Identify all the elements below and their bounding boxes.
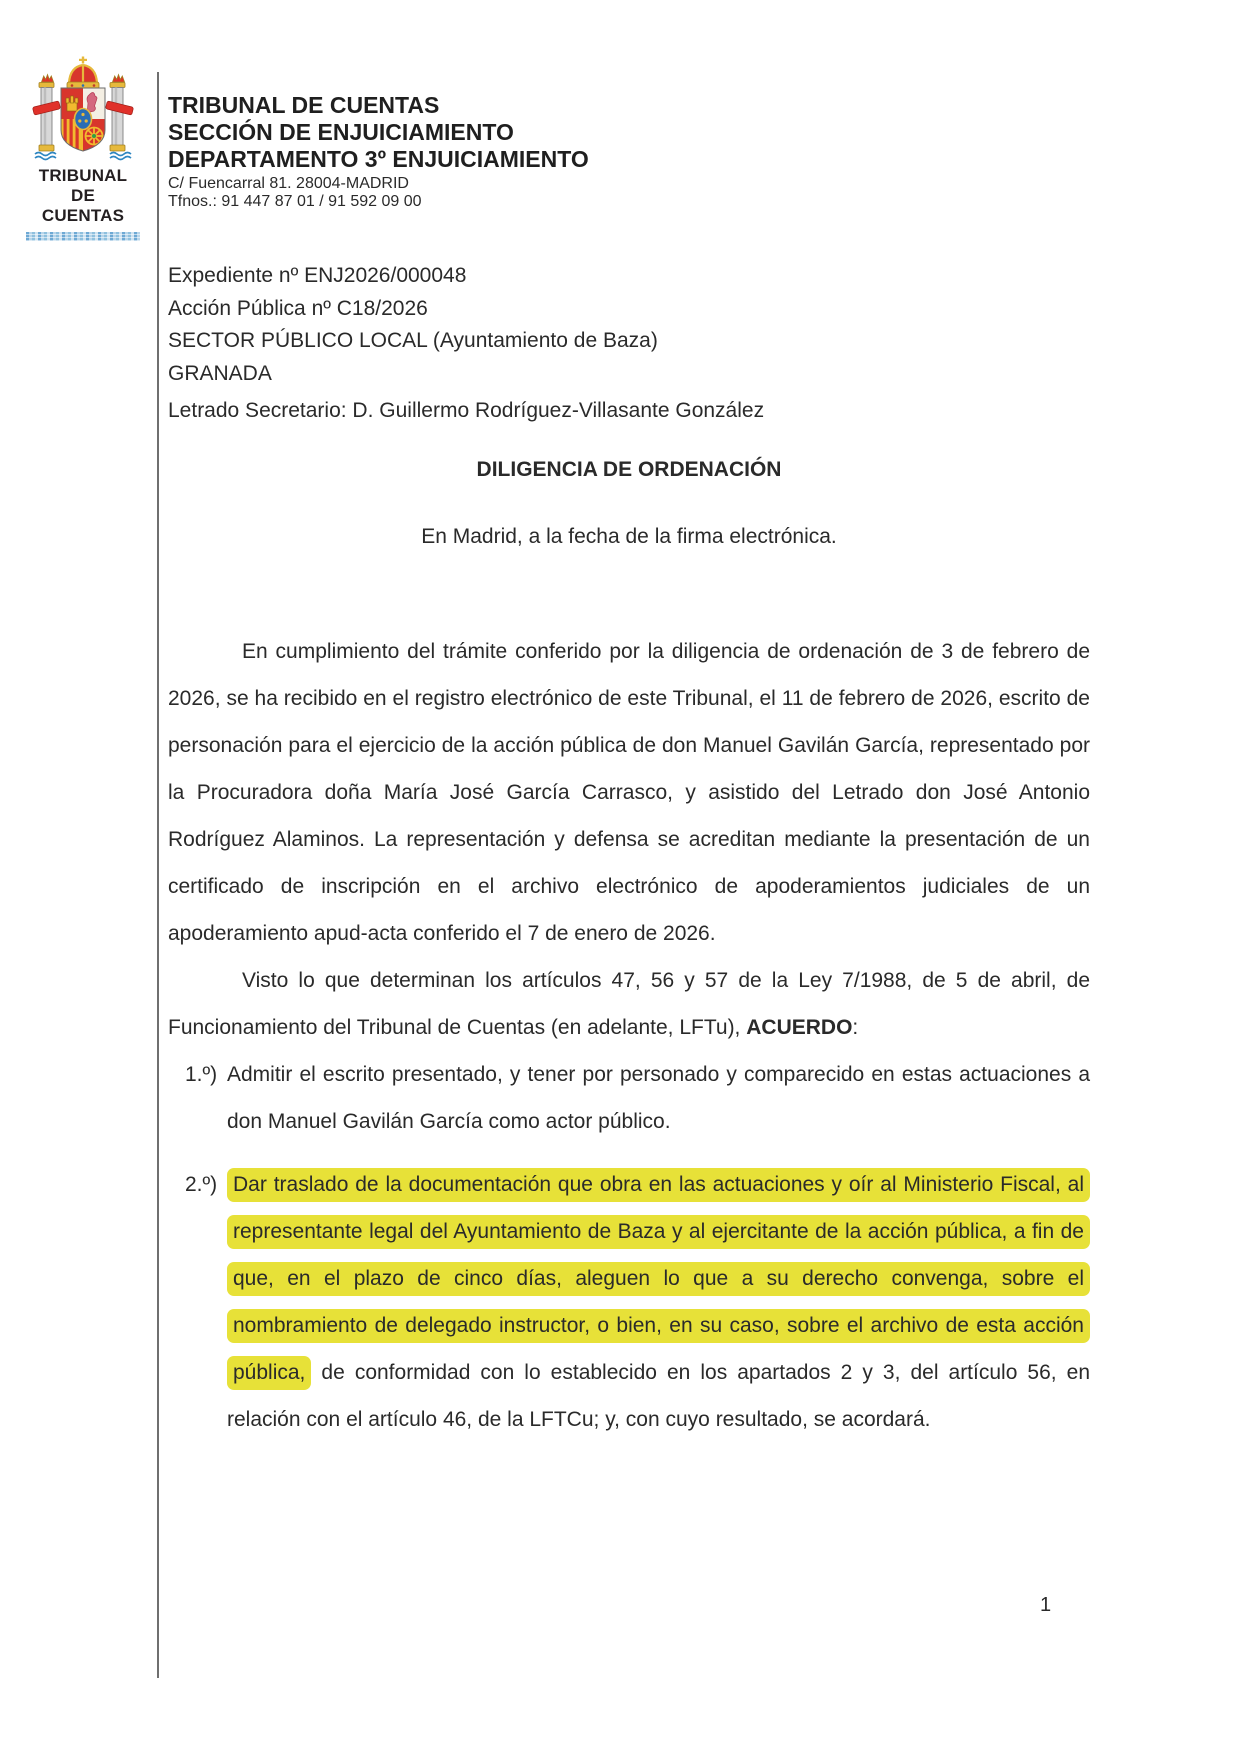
ordered-item-2 bbox=[168, 1161, 1090, 1443]
document-body bbox=[168, 628, 1090, 1443]
acuerdo-emphasis: ACUERDO bbox=[746, 1016, 853, 1039]
case-accion-publica: Acción Pública nº C18/2026 bbox=[168, 296, 428, 320]
logo-caption-line1: TRIBUNAL DE bbox=[38, 166, 128, 205]
org-address: C/ Fuencarral 81. 28004-MADRID bbox=[168, 175, 409, 192]
case-expediente: Expediente nº ENJ2026/000048 bbox=[168, 264, 467, 287]
highlighted-passage: Dar traslado de la documentación que obra en las actuaciones y oír al Ministerio Fiscal, al representante legal del Ayuntamiento de Baza y al ejercitante de la acción pública, a fin de que, en el plazo de cinco días, aleguen lo que a su derecho convenga, sobre el nombramiento de delegado instructor, o bien, en su caso, sobre el archivo de esta acción pública, bbox=[227, 1168, 1090, 1390]
logo-block bbox=[26, 52, 140, 241]
document-title: DILIGENCIA DE ORDENACIÓN bbox=[476, 458, 782, 481]
item-2-continuation: de conformidad con lo establecido en los apartados 2 y 3, del artículo 56, en relación con el artículo 46, de la LFTCu; y, con cuyo resultado, se acordará. bbox=[227, 1361, 1090, 1431]
letrado-line: Letrado Secretario: D. Guillermo Rodríguez-Villasante González bbox=[168, 399, 765, 422]
ordered-item-1 bbox=[168, 1051, 1090, 1145]
org-department: DEPARTAMENTO 3º ENJUICIAMIENTO bbox=[168, 146, 589, 172]
org-section: SECCIÓN DE ENJUICIAMIENTO bbox=[168, 119, 514, 145]
org-phones: Tfnos.: 91 447 87 01 / 91 592 09 00 bbox=[168, 193, 422, 210]
coat-of-arms-icon bbox=[30, 52, 136, 166]
ordered-list bbox=[168, 1051, 1090, 1443]
item-1-number: 1.º) bbox=[185, 1063, 218, 1086]
paragraph-2-text: Visto lo que determinan los artículos 47, 56 y 57 de la Ley 7/1988, de 5 de abril, de Funcionamiento del Tribunal de Cuentas (en adelante, LFTu), bbox=[168, 969, 1090, 1039]
item-2-number: 2.º) bbox=[185, 1173, 218, 1196]
body-paragraph-2 bbox=[168, 957, 1090, 1051]
case-sector: SECTOR PÚBLICO LOCAL (Ayuntamiento de Baza) bbox=[168, 329, 658, 352]
logo-ribbon bbox=[26, 232, 140, 241]
org-name: TRIBUNAL DE CUENTAS bbox=[168, 92, 440, 118]
case-info-block bbox=[168, 260, 658, 390]
paragraph-2-colon: : bbox=[852, 1016, 859, 1039]
case-province: GRANADA bbox=[168, 361, 272, 385]
body-paragraph-1: En cumplimiento del trámite conferido por la diligencia de ordenación de 3 de febrero de 2026, se ha recibido en el registro electrónico de este Tribunal, el 11 de febrero de 2026, escrito de personación para el ejercicio de la acción pública de don Manuel Gavilán García, representado por la Procuradora doña María José García Carrasco, y asistido del Letrado don José Antonio Rodríguez Alaminos. La representación y defensa se acreditan mediante la presentación de un certificado de inscripción en el archivo electrónico de apoderamientos judiciales de un apoderamiento apud-acta conferido el 7 de enero de 2026. bbox=[168, 640, 1090, 945]
masthead bbox=[168, 92, 589, 211]
header-divider bbox=[157, 72, 159, 1678]
page-number: 1 bbox=[1040, 1594, 1052, 1616]
logo-caption bbox=[26, 166, 140, 226]
item-1-text: Admitir el escrito presentado, y tener por personado y comparecido en estas actuaciones a don Manuel Gavilán García como actor público. bbox=[227, 1063, 1090, 1133]
dateline: En Madrid, a la fecha de la firma electrónica. bbox=[421, 525, 837, 548]
logo-caption-line2: CUENTAS bbox=[41, 206, 125, 225]
